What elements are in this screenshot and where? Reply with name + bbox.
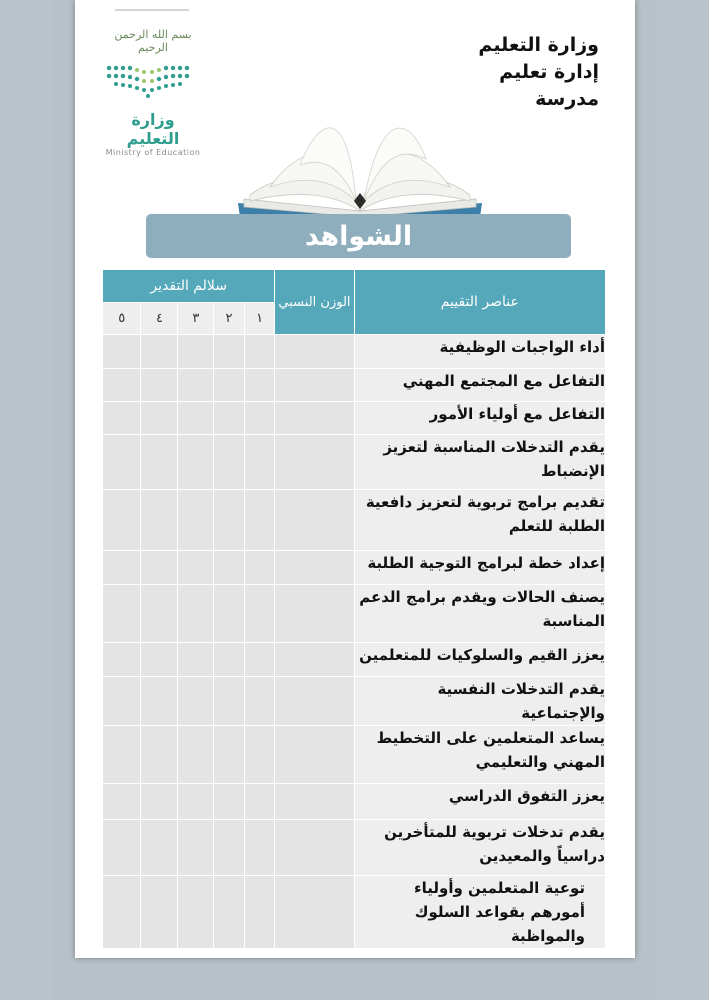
table-row <box>103 335 606 369</box>
rating-cell[interactable] <box>103 876 141 949</box>
rating-cell[interactable] <box>178 876 214 949</box>
weight-cell[interactable] <box>275 490 354 551</box>
evaluation-item: يقدم التدخلات المناسبة لتعزيز الإنضباط <box>354 435 605 490</box>
evaluation-item: يقدم تدخلات تربوية للمتأخرين دراسياً والمعيدين <box>354 820 605 876</box>
evaluation-item: يصنف الحالات ويقدم برامج الدعم المناسبة <box>354 585 605 643</box>
rating-cell[interactable] <box>178 643 214 677</box>
rating-cell[interactable] <box>178 551 214 585</box>
basmala-calligraphy: بسم الله الرحمن الرحيم <box>114 28 192 54</box>
weight-cell[interactable] <box>275 726 354 784</box>
table-row <box>103 585 606 643</box>
rating-cell[interactable] <box>103 435 141 490</box>
logo-ministry-name-en: Ministry of Education <box>105 148 201 157</box>
header-school: مدرسة <box>535 88 599 110</box>
evaluation-item: التفاعل مع المجتمع المهني <box>354 369 605 402</box>
rating-cell[interactable] <box>141 643 178 677</box>
header-department: إدارة تعليم <box>499 61 599 83</box>
rating-cell[interactable] <box>244 585 275 643</box>
rating-cell[interactable] <box>178 820 214 876</box>
evaluation-table <box>102 269 606 949</box>
table-row <box>103 435 606 490</box>
rating-cell[interactable] <box>141 726 178 784</box>
rating-cell[interactable] <box>103 585 141 643</box>
rating-cell[interactable] <box>141 369 178 402</box>
rating-cell[interactable] <box>244 402 275 435</box>
rating-cell[interactable] <box>141 820 178 876</box>
rating-cell[interactable] <box>103 335 141 369</box>
rating-cell[interactable] <box>244 335 275 369</box>
table-row <box>103 402 606 435</box>
top-rule <box>115 9 189 11</box>
rating-cell[interactable] <box>141 677 178 726</box>
rating-cell[interactable] <box>103 369 141 402</box>
rating-cell[interactable] <box>103 402 141 435</box>
rating-cell[interactable] <box>141 335 178 369</box>
rating-cell[interactable] <box>214 585 245 643</box>
rating-cell[interactable] <box>244 876 275 949</box>
rating-cell[interactable] <box>244 677 275 726</box>
header-relative-weight: الوزن النسبي <box>275 270 354 335</box>
weight-cell[interactable] <box>275 435 354 490</box>
weight-cell[interactable] <box>275 784 354 820</box>
evidence-banner: الشواهد <box>146 214 571 258</box>
rating-cell[interactable] <box>141 784 178 820</box>
evaluation-item: تقديم برامج تربوية لتعزيز دافعية الطلبة للتعلم <box>354 490 605 551</box>
evaluation-item: التفاعل مع أولياء الأمور <box>354 402 605 435</box>
rating-cell[interactable] <box>244 643 275 677</box>
rating-cell[interactable] <box>178 677 214 726</box>
table-row <box>103 820 606 876</box>
page-header <box>478 32 599 113</box>
evaluation-item: أداء الواجبات الوظيفية <box>354 335 605 369</box>
rating-cell[interactable] <box>103 643 141 677</box>
rating-cell[interactable] <box>141 402 178 435</box>
table-row <box>103 369 606 402</box>
rating-cell[interactable] <box>178 585 214 643</box>
table-row <box>103 490 606 551</box>
rating-cell[interactable] <box>214 876 245 949</box>
rating-cell[interactable] <box>214 490 245 551</box>
rating-cell[interactable] <box>244 435 275 490</box>
document-page <box>75 0 635 958</box>
evaluation-item: يقدم التدخلات النفسية والإجتماعية <box>354 677 605 726</box>
weight-cell[interactable] <box>275 820 354 876</box>
scale-2: ٢ <box>214 303 245 335</box>
rating-cell[interactable] <box>214 784 245 820</box>
weight-cell[interactable] <box>275 876 354 949</box>
evaluation-item: يساعد المتعلمين على التخطيط المهني والتعليمي <box>354 726 605 784</box>
rating-cell[interactable] <box>178 402 214 435</box>
rating-cell[interactable] <box>244 784 275 820</box>
logo-ministry-name: وزارة التعليم <box>126 110 180 148</box>
rating-cell[interactable] <box>214 335 245 369</box>
rating-cell[interactable] <box>244 820 275 876</box>
table-row <box>103 784 606 820</box>
rating-cell[interactable] <box>141 585 178 643</box>
evaluation-item: إعداد خطة لبرامج التوجية الطلبة <box>354 551 605 585</box>
rating-cell[interactable] <box>141 435 178 490</box>
ministry-logo <box>103 28 203 157</box>
scale-5: ٥ <box>103 303 141 335</box>
evaluation-item: توعية المتعلمين وأولياء أمورهم بقواعد السلوك والمواظبة <box>354 876 605 949</box>
rating-cell[interactable] <box>214 369 245 402</box>
rating-cell[interactable] <box>103 784 141 820</box>
logo-dots-icon <box>103 62 193 100</box>
header-rating-scale: سلالم التقدير <box>103 270 275 303</box>
weight-cell[interactable] <box>275 335 354 369</box>
weight-cell[interactable] <box>275 677 354 726</box>
weight-cell[interactable] <box>275 585 354 643</box>
scale-3: ٣ <box>178 303 214 335</box>
rating-cell[interactable] <box>103 677 141 726</box>
rating-cell[interactable] <box>244 551 275 585</box>
rating-cell[interactable] <box>214 677 245 726</box>
rating-cell[interactable] <box>178 490 214 551</box>
evaluation-item: يعزز القيم والسلوكيات للمتعلمين <box>354 643 605 677</box>
rating-cell[interactable] <box>103 490 141 551</box>
rating-cell[interactable] <box>244 726 275 784</box>
rating-cell[interactable] <box>214 820 245 876</box>
weight-cell[interactable] <box>275 369 354 402</box>
rating-cell[interactable] <box>141 876 178 949</box>
scale-4: ٤ <box>141 303 178 335</box>
rating-cell[interactable] <box>178 784 214 820</box>
rating-cell[interactable] <box>103 820 141 876</box>
rating-cell[interactable] <box>214 726 245 784</box>
header-ministry: وزارة التعليم <box>478 34 599 56</box>
rating-cell[interactable] <box>214 402 245 435</box>
rating-cell[interactable] <box>244 490 275 551</box>
viewer-margin-right <box>657 0 709 1000</box>
weight-cell[interactable] <box>275 643 354 677</box>
table-row <box>103 551 606 585</box>
rating-cell[interactable] <box>244 369 275 402</box>
scale-1: ١ <box>244 303 275 335</box>
rating-cell[interactable] <box>178 335 214 369</box>
rating-cell[interactable] <box>103 551 141 585</box>
open-book-icon <box>230 95 490 225</box>
table-row <box>103 643 606 677</box>
table-row <box>103 677 606 726</box>
rating-cell[interactable] <box>141 551 178 585</box>
rating-cell[interactable] <box>214 643 245 677</box>
rating-cell[interactable] <box>178 726 214 784</box>
table-row <box>103 876 606 949</box>
rating-cell[interactable] <box>178 369 214 402</box>
table-row <box>103 726 606 784</box>
rating-cell[interactable] <box>141 490 178 551</box>
viewer-margin-left <box>0 0 52 1000</box>
rating-cell[interactable] <box>214 435 245 490</box>
rating-cell[interactable] <box>178 435 214 490</box>
evaluation-item: يعزز التفوق الدراسي <box>354 784 605 820</box>
header-evaluation-items: عناصر التقييم <box>354 270 605 335</box>
weight-cell[interactable] <box>275 551 354 585</box>
weight-cell[interactable] <box>275 402 354 435</box>
rating-cell[interactable] <box>214 551 245 585</box>
rating-cell[interactable] <box>103 726 141 784</box>
